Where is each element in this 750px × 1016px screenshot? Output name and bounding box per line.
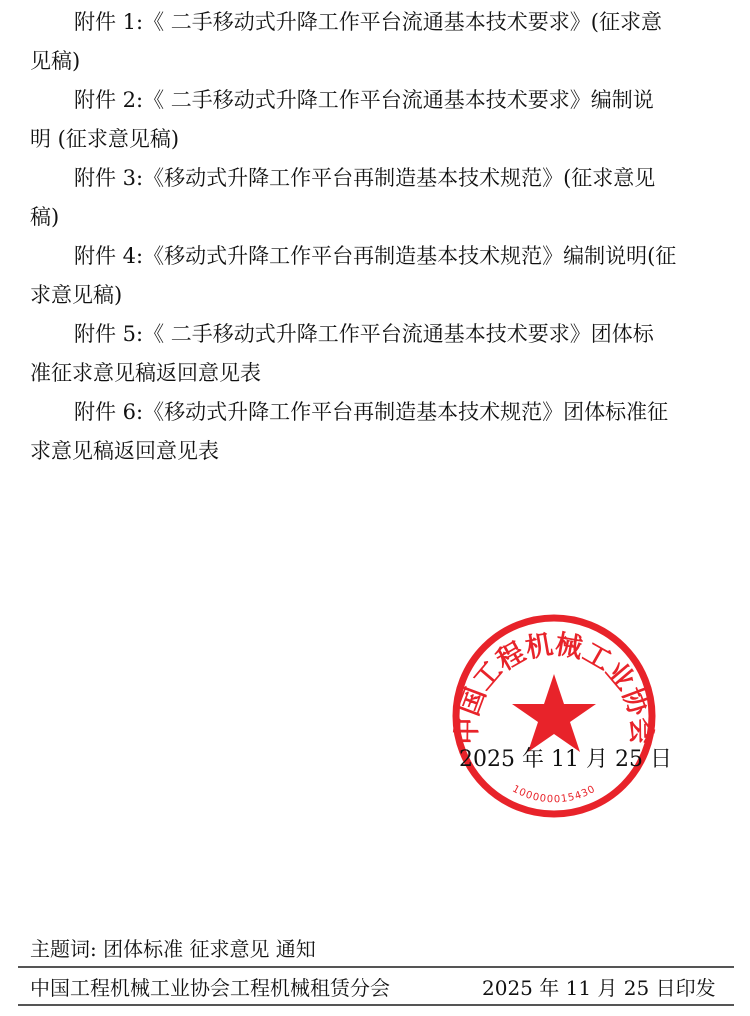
attachment-1-line1: 附件 1:《 二手移动式升降工作平台流通基本技术要求》(征求意	[74, 10, 662, 34]
keywords: 主题词: 团体标准 征求意见 通知	[30, 937, 316, 961]
official-seal-stamp	[450, 612, 658, 820]
divider-top	[18, 966, 734, 968]
seal-code: 100000015430	[510, 783, 598, 806]
attachment-5-line2: 准征求意见稿返回意见表	[30, 361, 261, 385]
attachment-2-line1: 附件 2:《 二手移动式升降工作平台流通基本技术要求》编制说	[74, 88, 654, 112]
signature-date: 2025 年 11 月 25 日	[459, 747, 672, 772]
attachment-3-line1: 附件 3:《移动式升降工作平台再制造基本技术规范》(征求意见	[74, 166, 656, 190]
divider-bottom	[18, 1004, 734, 1006]
issue-date: 2025 年 11 月 25 日印发	[482, 976, 716, 1000]
star-icon	[512, 674, 596, 752]
attachment-1-line2: 见稿)	[30, 49, 81, 73]
attachment-6-line1: 附件 6:《移动式升降工作平台再制造基本技术规范》团体标准征	[74, 400, 669, 424]
attachment-2-line2: 明 (征求意见稿)	[30, 127, 180, 151]
attachment-3-line2: 稿)	[30, 205, 60, 229]
attachment-4-line1: 附件 4:《移动式升降工作平台再制造基本技术规范》编制说明(征	[74, 244, 677, 268]
attachment-4-line2: 求意见稿)	[30, 283, 123, 307]
attachment-5-line1: 附件 5:《 二手移动式升降工作平台流通基本技术要求》团体标	[74, 322, 654, 346]
attachment-6-line2: 求意见稿返回意见表	[30, 439, 219, 463]
seal-text: 中国工程机械工业协会	[451, 629, 657, 745]
issuer-name: 中国工程机械工业协会工程机械租赁分会	[30, 976, 390, 1000]
